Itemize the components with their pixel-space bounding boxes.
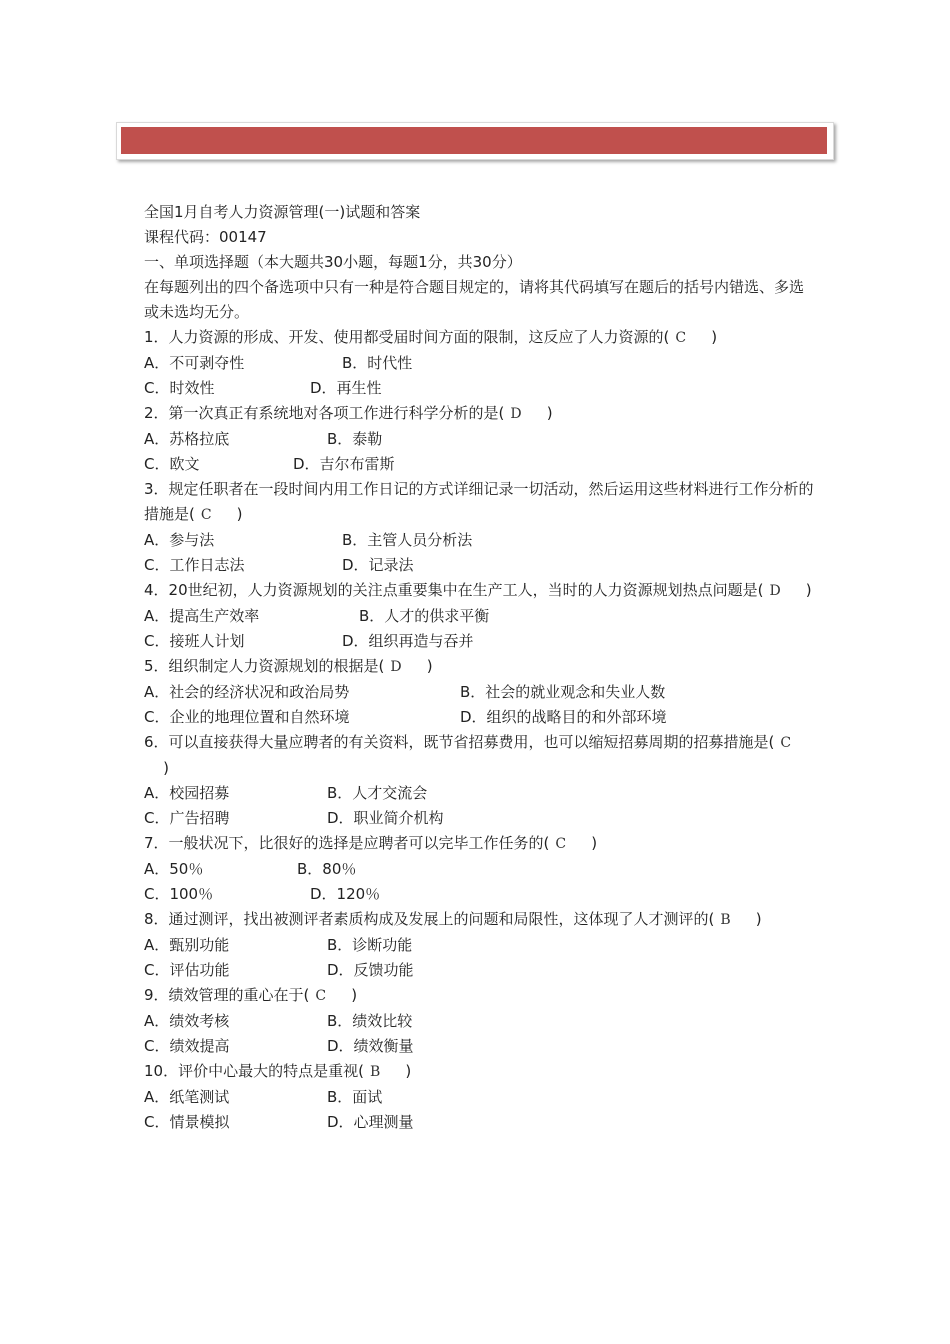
option-row <box>144 1034 814 1059</box>
answer-mark: D <box>390 659 402 675</box>
option-text: B．人才的供求平衡 <box>359 607 490 625</box>
question-stem <box>144 907 814 933</box>
option-text: A．提高生产效率 <box>144 607 260 625</box>
answer-mark: C <box>200 507 212 523</box>
option-text: C．欧文 <box>144 455 200 473</box>
header-banner-bar <box>121 127 827 154</box>
header-banner <box>116 122 834 160</box>
question-stem <box>144 983 814 1009</box>
answer-mark: C <box>780 735 792 751</box>
answer-mark: B <box>720 912 731 928</box>
option-row <box>144 806 814 831</box>
option-text: A．纸笔测试 <box>144 1088 230 1106</box>
option-text: D．再生性 <box>310 379 382 397</box>
question-text: 10．评价中心最大的特点是重视( <box>144 1062 364 1080</box>
question-item <box>144 477 814 578</box>
option-text: A．参与法 <box>144 531 215 549</box>
answer-bracket-close: ) <box>572 834 598 852</box>
question-text: 8．通过测评，找出被测评者素质构成及发展上的问题和局限性，这体现了人才测评的( <box>144 910 715 928</box>
option-row <box>144 680 814 705</box>
option-row <box>144 1085 814 1110</box>
option-row <box>144 452 814 477</box>
question-text: 7．一般状况下，比很好的选择是应聘者可以完毕工作任务的( <box>144 834 550 852</box>
option-text: D．组织的战略目的和外部环境 <box>460 708 667 726</box>
document-body <box>144 200 814 1135</box>
option-text: C．广告招聘 <box>144 809 230 827</box>
option-text: D．120％ <box>310 885 381 903</box>
option-text: C．工作日志法 <box>144 556 245 574</box>
option-text: D．心理测量 <box>327 1113 414 1131</box>
question-stem <box>144 654 814 680</box>
option-text: B．社会的就业观念和失业人数 <box>460 683 666 701</box>
option-text: D．记录法 <box>342 556 414 574</box>
question-item <box>144 654 814 730</box>
option-row <box>144 528 814 553</box>
answer-mark: C <box>315 988 327 1004</box>
question-stem <box>144 325 814 351</box>
question-text: 9．绩效管理的重心在于( <box>144 986 310 1004</box>
answer-bracket-close: ) <box>527 404 553 422</box>
option-text: A．社会的经济状况和政治局势 <box>144 683 350 701</box>
answer-mark: D <box>510 406 522 422</box>
option-text: D．职业简介机构 <box>327 809 444 827</box>
option-text: B．泰勒 <box>327 430 383 448</box>
answer-bracket-close: ) <box>786 581 812 599</box>
option-text: B．主管人员分析法 <box>342 531 473 549</box>
question-item <box>144 907 814 983</box>
option-row <box>144 781 814 806</box>
option-text: A．苏格拉底 <box>144 430 230 448</box>
question-item <box>144 831 814 907</box>
question-stem <box>144 831 814 857</box>
question-stem <box>144 401 814 427</box>
option-row <box>144 351 814 376</box>
option-row <box>144 882 814 907</box>
option-text: A．绩效考核 <box>144 1012 230 1030</box>
option-text: A．校园招募 <box>144 784 230 802</box>
option-text: C．100％ <box>144 885 214 903</box>
question-stem <box>144 477 814 528</box>
option-row <box>144 553 814 578</box>
question-item <box>144 578 814 654</box>
option-row <box>144 1009 814 1034</box>
question-list <box>144 325 814 1135</box>
answer-bracket-close: ) <box>736 910 762 928</box>
option-row <box>144 376 814 401</box>
question-item <box>144 1059 814 1135</box>
option-text: A．甄别功能 <box>144 936 230 954</box>
option-text: A．50％ <box>144 860 204 878</box>
answer-mark: C <box>555 836 567 852</box>
option-text: C．评估功能 <box>144 961 230 979</box>
question-stem <box>144 1059 814 1085</box>
question-text: 2．第一次真正有系统地对各项工作进行科学分析的是( <box>144 404 505 422</box>
question-item <box>144 983 814 1059</box>
question-item <box>144 401 814 477</box>
section-heading: 一、单项选择题（本大题共30小题，每题1分，共30分） <box>144 253 522 271</box>
option-text: D．吉尔布雷斯 <box>293 455 395 473</box>
option-text: D．绩效衡量 <box>327 1037 414 1055</box>
option-text: C．情景模拟 <box>144 1113 230 1131</box>
question-text: 1．人力资源的形成、开发、使用都受届时间方面的限制，这反应了人力资源的( <box>144 328 670 346</box>
option-text: B．80％ <box>297 860 357 878</box>
option-row <box>144 933 814 958</box>
option-text: A．不可剥夺性 <box>144 354 245 372</box>
option-text: B．人才交流会 <box>327 784 428 802</box>
question-text: 6．可以直接获得大量应聘者的有关资料，既节省招募费用，也可以缩短招募周期的招募措施是( <box>144 733 775 751</box>
option-text: C．时效性 <box>144 379 215 397</box>
answer-mark: B <box>369 1064 381 1080</box>
course-code: 课程代码：00147 <box>144 228 267 246</box>
answer-bracket-close: ) <box>144 759 169 777</box>
option-text: C．绩效提高 <box>144 1037 230 1055</box>
question-text: 4．20世纪初，人力资源规划的关注点重要集中在生产工人，当时的人力资源规划热点问题是( <box>144 581 764 599</box>
question-text: 3．规定任职者在一段时间内用工作日记的方式详细记录一切活动，然后运用这些材料进行工作分析的措施是( <box>144 480 814 523</box>
question-text: 5．组织制定人力资源规划的根据是( <box>144 657 385 675</box>
question-item <box>144 325 814 401</box>
option-text: B．时代性 <box>342 354 413 372</box>
option-row <box>144 629 814 654</box>
option-row <box>144 604 814 629</box>
option-row <box>144 705 814 730</box>
option-text: C．企业的地理位置和自然环境 <box>144 708 350 726</box>
answer-bracket-close: ) <box>332 986 358 1004</box>
option-text: C．接班人计划 <box>144 632 245 650</box>
answer-bracket-close: ) <box>386 1062 412 1080</box>
question-stem <box>144 730 814 781</box>
answer-mark: C <box>675 330 687 346</box>
answer-mark: D <box>769 583 781 599</box>
question-item <box>144 730 814 831</box>
option-text: B．绩效比较 <box>327 1012 413 1030</box>
option-row <box>144 857 814 882</box>
question-stem <box>144 578 814 604</box>
option-text: D．反馈功能 <box>327 961 414 979</box>
answer-bracket-close: ) <box>692 328 718 346</box>
document-title: 全国1月自考人力资源管理(一)试题和答案 <box>144 203 421 221</box>
answer-bracket-close: ) <box>217 505 243 523</box>
option-text: D．组织再造与吞并 <box>342 632 474 650</box>
option-text: B．诊断功能 <box>327 936 413 954</box>
option-row <box>144 958 814 983</box>
instructions: 在每题列出的四个备选项中只有一种是符合题目规定的，请将其代码填写在题后的括号内错选、多选或未选均无分。 <box>144 278 805 321</box>
answer-bracket-close: ) <box>407 657 433 675</box>
option-row <box>144 427 814 452</box>
option-text: B．面试 <box>327 1088 383 1106</box>
option-row <box>144 1110 814 1135</box>
